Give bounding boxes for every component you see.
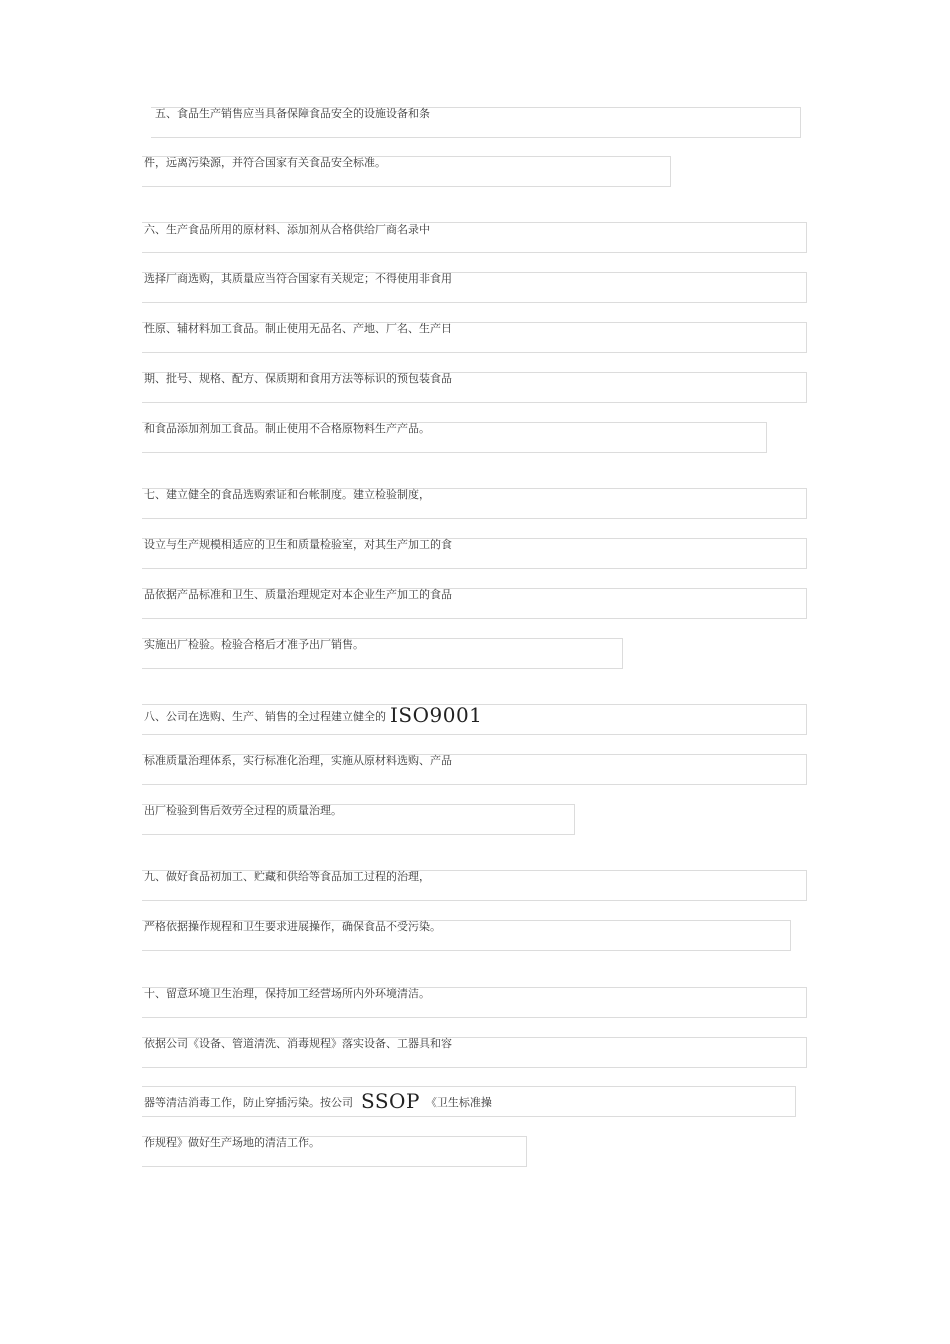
paragraph-6-line-3: 性原、辅材料加工食品。制止使用无品名、产地、厂名、生产日: [144, 322, 452, 335]
paragraph-10-line-3-pre: 器等清洁消毒工作，防止穿插污染。按公司: [144, 1096, 353, 1109]
iso9001-code: ISO9001: [390, 703, 483, 727]
paragraph-6-line-4: 期、批号、规格、配方、保质期和食用方法等标识的预包装食品: [144, 372, 452, 385]
paragraph-10-line-3: [144, 1089, 492, 1113]
paragraph-10-line-2: 依据公司《设备、管道清洗、消毒规程》落实设备、工器具和容: [144, 1037, 452, 1050]
ssop-code: SSOP: [361, 1089, 420, 1113]
paragraph-10-line-4: 作规程》做好生产场地的清洁工作。: [144, 1136, 320, 1149]
paragraph-7-line-2: 设立与生产规模相适应的卫生和质量检验室，对其生产加工的食: [144, 538, 452, 551]
paragraph-7-line-3: 品依据产品标准和卫生、质量治理规定对本企业生产加工的食品: [144, 588, 452, 601]
paragraph-6-line-2: 选择厂商选购，其质量应当符合国家有关规定；不得使用非食用: [144, 272, 452, 285]
paragraph-8-line-3: 出厂检验到售后效劳全过程的质量治理。: [144, 804, 342, 817]
paragraph-9-line-2: 严格依据操作规程和卫生要求进展操作，确保食品不受污染。: [144, 920, 441, 933]
paragraph-8-line-2: 标准质量治理体系，实行标准化治理，实施从原材料选购、产品: [144, 754, 452, 767]
paragraph-7-line-4: 实施出厂检验。检验合格后才准予出厂销售。: [144, 638, 364, 651]
paragraph-8-line-1: [144, 703, 483, 727]
paragraph-7-line-1: 七、建立健全的食品选购索证和台帐制度。建立检验制度，: [144, 488, 430, 501]
paragraph-8-line-1-text: 八、公司在选购、生产、销售的全过程建立健全的: [144, 710, 386, 723]
paragraph-6-line-1: 六、生产食品所用的原材料、添加剂从合格供给厂商名录中: [144, 223, 430, 236]
paragraph-10-line-1: 十、留意环境卫生治理，保持加工经营场所内外环境清洁。: [144, 987, 430, 1000]
paragraph-10-line-3-post: 《卫生标准操: [425, 1096, 492, 1109]
paragraph-9-line-1: 九、做好食品初加工、贮藏和供给等食品加工过程的治理，: [144, 870, 430, 883]
paragraph-5-line-2: 件，远离污染源，并符合国家有关食品安全标准。: [144, 156, 386, 169]
paragraph-5-line-1: 五、食品生产销售应当具备保障食品安全的设施设备和条: [155, 107, 430, 120]
paragraph-6-line-5: 和食品添加剂加工食品。制止使用不合格原物料生产产品。: [144, 422, 430, 435]
